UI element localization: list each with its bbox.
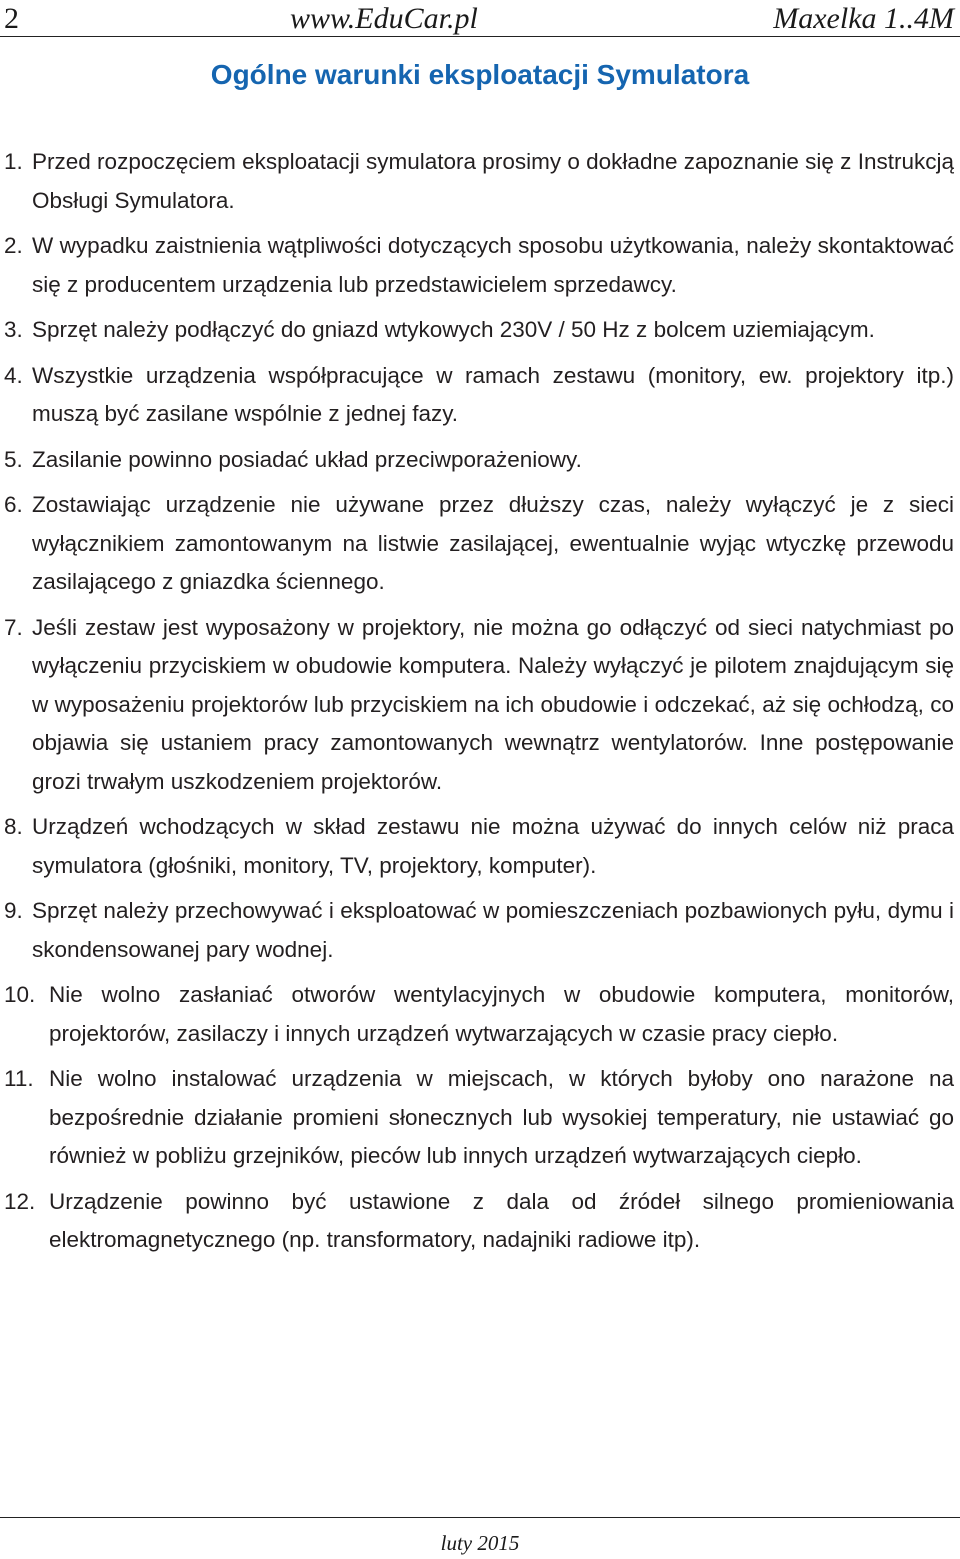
page-footer: luty 2015: [440, 1531, 520, 1555]
page-header: [0, 0, 960, 36]
item-text: Przed rozpoczęciem eksploatacji symulatora prosimy o dokładne zapoznanie się z Instrukcją Obsługi Symulatora.: [32, 149, 954, 213]
list-item: [0, 227, 960, 304]
item-text: Sprzęt należy podłączyć do gniazd wtykowych 230V / 50 Hz z bolcem uziemiającym.: [32, 317, 875, 342]
item-text: Zostawiając urządzenie nie używane przez dłuższy czas, należy wyłączyć je z sieci wyłącznikiem zamontowanym na listwie zasilającej, ewentualnie wyjąc wtyczkę przewodu zasilającego z gniazdka ściennego.: [32, 492, 954, 594]
conditions-list: [0, 143, 960, 1260]
item-text: Sprzęt należy przechowywać i eksploatować w pomieszczeniach pozbawionych pyłu, dymu i skondensowanej pary wodnej.: [32, 898, 954, 962]
header-model: Maxelka 1..4M: [773, 2, 954, 35]
list-item: [0, 976, 960, 1053]
item-number: 8.: [4, 814, 23, 839]
page-number: 2: [4, 2, 19, 35]
item-text: Urządzenie powinno być ustawione z dala od źródeł silnego promieniowania elektromagnetycznego (np. transformatory, nadajniki radiowe itp).: [49, 1188, 954, 1252]
list-item: [0, 1183, 960, 1260]
list-item: [0, 892, 960, 969]
item-number: 3.: [4, 317, 23, 342]
list-item: [0, 311, 960, 350]
item-number: 11.: [4, 1066, 34, 1091]
list-item: [0, 486, 960, 602]
list-item: [0, 357, 960, 434]
header-divider: [0, 36, 960, 37]
list-item: [0, 441, 960, 480]
header-website: www.EduCar.pl: [290, 2, 478, 35]
document-title: Ogólne warunki eksploatacji Symulatora: [210, 59, 750, 90]
list-item: [0, 808, 960, 885]
item-number: 2.: [4, 233, 23, 258]
item-text: Nie wolno zasłaniać otworów wentylacyjnych w obudowie komputera, monitorów, projektorów, zasilaczy i innych urządzeń wytwarzających w czasie pracy ciepło.: [49, 982, 954, 1046]
list-item: [0, 609, 960, 802]
item-number: 9.: [4, 898, 23, 923]
item-number: 4.: [4, 362, 23, 388]
item-number: 1.: [4, 149, 23, 174]
item-text: Urządzeń wchodzących w skład zestawu nie można używać do innych celów niż praca symulatora (głośniki, monitory, TV, projektory, komputer).: [32, 814, 954, 878]
item-number: 5.: [4, 446, 23, 472]
item-text: Zasilanie powinno posiadać układ przeciwporażeniowy.: [32, 446, 582, 472]
item-text: Nie wolno instalować urządzenia w miejscach, w których byłoby ono narażone na bezpośrednie działanie promieni słonecznych lub wysokiej temperatury, nie ustawiać go również w pobliżu grzejników, pieców lub innych urządzeń wytwarzających ciepło.: [49, 1066, 954, 1168]
item-text: Jeśli zestaw jest wyposażony w projektory, nie można go odłączyć od sieci natychmiast po wyłączeniu przyciskiem w obudowie komputera. Należy wyłączyć je pilotem znajdującym się w wyposażeniu projektorów lub przyciskiem na ich obudowie i odczekać, aż się ochłodzą, co objawia się ustaniem pracy zamontowanych wewnątrz wentylatorów. Inne postępowanie grozi trwałym uszkodzeniem projektorów.: [32, 614, 954, 794]
item-number: 6.: [4, 492, 23, 517]
footer-divider: [0, 1517, 960, 1518]
list-item: [0, 1060, 960, 1176]
item-number: 7.: [4, 614, 23, 640]
item-text: Wszystkie urządzenia współpracujące w ramach zestawu (monitory, ew. projektory itp.) muszą być zasilane wspólnie z jednej fazy.: [32, 362, 954, 426]
list-item: [0, 143, 960, 220]
item-text: W wypadku zaistnienia wątpliwości dotyczących sposobu użytkowania, należy skontaktować się z producentem urządzenia lub przedstawicielem sprzedawcy.: [32, 233, 954, 297]
item-number: 10.: [4, 982, 36, 1007]
item-number: 12.: [4, 1188, 36, 1214]
